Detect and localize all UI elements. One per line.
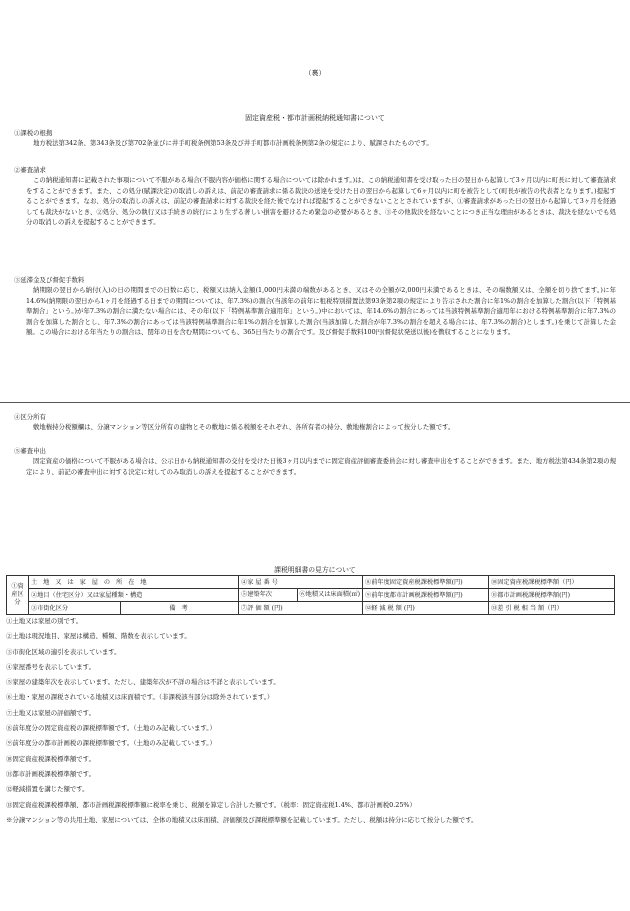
list-item: ⑪都市計画税課税標準額です。: [6, 769, 95, 778]
urbanization-header: ③市街化区分: [29, 602, 121, 615]
section-heading: ④区分所有: [14, 413, 46, 421]
document-title: 固定資産税・都市計画税納税通知書について: [245, 114, 385, 122]
section-body: 地方税法第342条、第343条及び第702条並びに井手町税条例第53条及び井手町都市計画税条例第2条の規定により、賦課されたものです。: [33, 139, 433, 148]
tax-reduction-header: ⑫軽 減 税 額 (円): [363, 602, 489, 615]
land-use-structure-header: ②地目（住宅区分）又は家屋種類・構造: [29, 589, 239, 602]
build-year-header: ⑤建築年次: [241, 591, 272, 598]
section-body: 納期限の翌日から納付(入)の日の期間までの日数に応じ、税額又は納入金額(1,000円未満の端数があるとき、又はその全額が2,000円未満であるときは、その端数額又は、全額を切り捨てます。)に年14.6%(納期限の翌日から1ヶ月を経過する日までの期間については、年7.3%)の割合(当該年の前年に租税特別措置法第93条第2項の規定により告示された割合に年1%の割合を加算した割合(以下「特例基準割合」という。)が年7.3%の割合に満たない場合には、その年(以下「特例基準割合適用年」という。)中においては、年14.6%の割合にあっては当該特例基準割合適用年における特例基準割合に年7.3%の割合を加算した割合とし、年7.3%の割合にあっては当該特例基準割合に年1%の割合を加算した割合(当該加算した割合が年7.3%の割合を超える場合には、年7.3%の割合)とします。)を乗じて計算した金額。この場合における年当たりの割合は、閏年の日を含む期間についても、365日当たりの割合です。及び督促手数料100円(督促状発送以後)を徴収することになります。: [26, 286, 616, 336]
assessed-value-header: ⑦評 価 額 (円): [239, 602, 363, 615]
section-tax-basis: [14, 128, 616, 149]
table-row: [7, 602, 615, 615]
area-header: ⑥地積又は床面積(㎡): [297, 589, 363, 601]
section-heading: ③延滞金及び督促手数料: [14, 276, 85, 284]
year-area-header: [239, 589, 363, 602]
list-item: ③市街化区域の適引を表示しています。: [6, 647, 121, 656]
legend-notes: [6, 614, 616, 828]
list-item: ※分譲マンション等の共用土地、家屋については、全体の地積又は床面積、評価額及び課税標準額を記載しています。ただし、税額は持分に応じて按分した額です。: [6, 815, 478, 824]
section-body: この納税通知書に記載された事項について不服がある場合(不服内容が価格に関する場合については除かれます。)は、この納税通知書を受け取った日の翌日から起算して3ヶ月以内に町長に対して審査請求をすることができます。また、この処分(賦課決定)の取消しの訴えは、前記の審査請求に係る裁決の送達を受けた日の翌日から起算して6ヶ月以内に町を被告として(町長が被告の代表者となります。)提起することができます。なお、処分の取消しの訴えは、前記の審査請求に対する裁決を経た後でなければ提起することができないこととされていますが、①審査請求があった日の翌日から起算して3ヶ月を経過しても裁決がないとき、②処分、処分の執行又は手続きの続行により生ずる著しい損害を避けるため緊急の必要があるとき、③その他裁決を経ないことにつき正当な理由があるときは、裁決を経ないでも処分の取消しの訴えを提起することができます。: [26, 176, 616, 226]
remarks-header: 備 考: [121, 602, 239, 615]
net-tax-header: ⑬差 引 税 相 当 額（円）: [489, 602, 615, 615]
section-divider: [0, 402, 630, 403]
list-item: ④家屋番号を表示しています。: [6, 662, 95, 671]
section-heading: ②審査請求: [14, 166, 46, 174]
list-item: ⑨前年度分の都市計画税の課税標準額です。（土地のみ記載しています。）: [6, 739, 216, 748]
prev-city-plan-base-header: ⑨前年度都市計画税課税標準額(円): [363, 589, 489, 602]
prev-fixed-asset-base-header: ⑧前年度固定資産税課税標準額(円): [363, 576, 489, 589]
city-plan-base-header: ⑪都市計画税課税標準額(円): [489, 589, 615, 602]
tax-detail-legend-table: [6, 575, 615, 615]
list-item: ②土地は現況地目、家屋は構造、種類、階数を表示しています。: [6, 632, 191, 641]
section-review-request: [14, 446, 616, 477]
list-item: ①土地又は家屋の別です。: [6, 617, 83, 625]
list-item: ⑦土地又は家屋の評価額です。: [6, 708, 95, 717]
section-body: 敷地権持分税額欄は、分譲マンション等区分所有の建物とその敷地に係る税額をそれぞれ、各所有者の持分、敷地権割合によって按分した額です。: [33, 423, 455, 432]
section-heading: ⑤審査申出: [14, 447, 46, 455]
fixed-asset-base-header: ⑩固定資産税課税標準額（円）: [489, 576, 615, 589]
list-item: ⑩固定資産税課税標準額です。: [6, 754, 95, 763]
list-item: ⑥土地・家屋の課税されている地積又は床面積です。（非課税該当部分は除外されています。）: [6, 693, 274, 702]
house-number-header: ④家 屋 番 号: [239, 576, 363, 589]
section-body: 固定資産の価格について不服がある場合は、公示日から納税通知書の交付を受けた日後3ヶ月以内までに固定資産評価審査委員会に対し審査申出をすることができます。また、地方税法第434条第2項の規定により、前記の審査申出に対する決定に対してのみ取消しの訴えを提起することができます。: [26, 457, 616, 476]
section-appeal: [14, 165, 616, 227]
page-label: （裏）: [304, 69, 326, 77]
list-item: ⑬固定資産税課税標準額、都市計画税課税標準額に税率を乗じ、税額を算定し合計した額です。（税率：固定資産税1.4%、都市計画税0.25%）: [6, 800, 416, 809]
table-row: [7, 576, 615, 589]
table-row: [7, 589, 615, 602]
section-heading: ①課税の根拠: [14, 129, 53, 137]
section-late-fees: [14, 275, 616, 337]
section-ownership: [14, 412, 616, 433]
location-header: 土 地 又 は 家 屋 の 所 在 地: [29, 576, 239, 589]
list-item: ⑫軽減措置を講じた額です。: [6, 785, 89, 794]
asset-category-header: ①資産区分: [7, 576, 29, 615]
list-item: ⑧前年度分の固定資産税の課税標準額です。（土地のみ記載しています。）: [6, 724, 216, 733]
table-title: 課税明細書の見方について: [274, 566, 356, 574]
list-item: ⑤家屋の建築年次を表示しています。ただし、建築年次が不詳の場合は不詳と表示しています。: [6, 678, 280, 687]
